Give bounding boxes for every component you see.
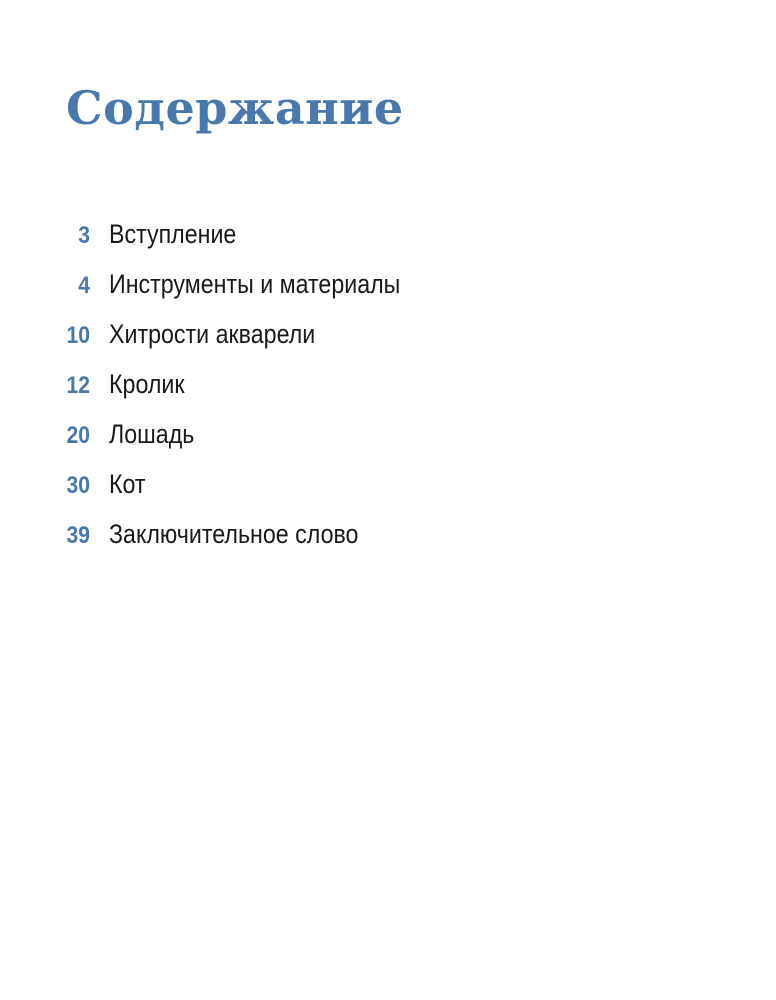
toc-entry-horse[interactable]	[0, 409, 776, 459]
toc-page-number: 4	[78, 272, 90, 299]
toc-entry-introduction[interactable]	[0, 209, 776, 259]
table-of-contents	[0, 209, 776, 559]
toc-page-number: 12	[66, 372, 90, 399]
toc-page-number: 30	[66, 472, 90, 499]
toc-entry-title: Вступление	[109, 219, 237, 249]
toc-entry-tools-and-materials[interactable]	[0, 259, 776, 309]
toc-entry-title: Кот	[109, 469, 146, 499]
toc-entry-cat[interactable]	[0, 459, 776, 509]
toc-entry-closing-words[interactable]	[0, 509, 776, 559]
page-title: Содержание	[66, 81, 404, 135]
toc-page-number: 3	[78, 222, 90, 249]
toc-entry-title: Лошадь	[109, 419, 195, 449]
toc-page-number: 39	[66, 522, 90, 549]
toc-page-number: 20	[66, 422, 90, 449]
toc-entry-title: Заключительное слово	[109, 519, 359, 549]
toc-page-number: 10	[66, 322, 90, 349]
toc-entry-watercolor-tricks[interactable]	[0, 309, 776, 359]
toc-entry-title: Кролик	[109, 369, 185, 399]
toc-entry-title: Инструменты и материалы	[109, 269, 401, 299]
toc-entry-rabbit[interactable]	[0, 359, 776, 409]
toc-entry-title: Хитрости акварели	[109, 319, 316, 349]
